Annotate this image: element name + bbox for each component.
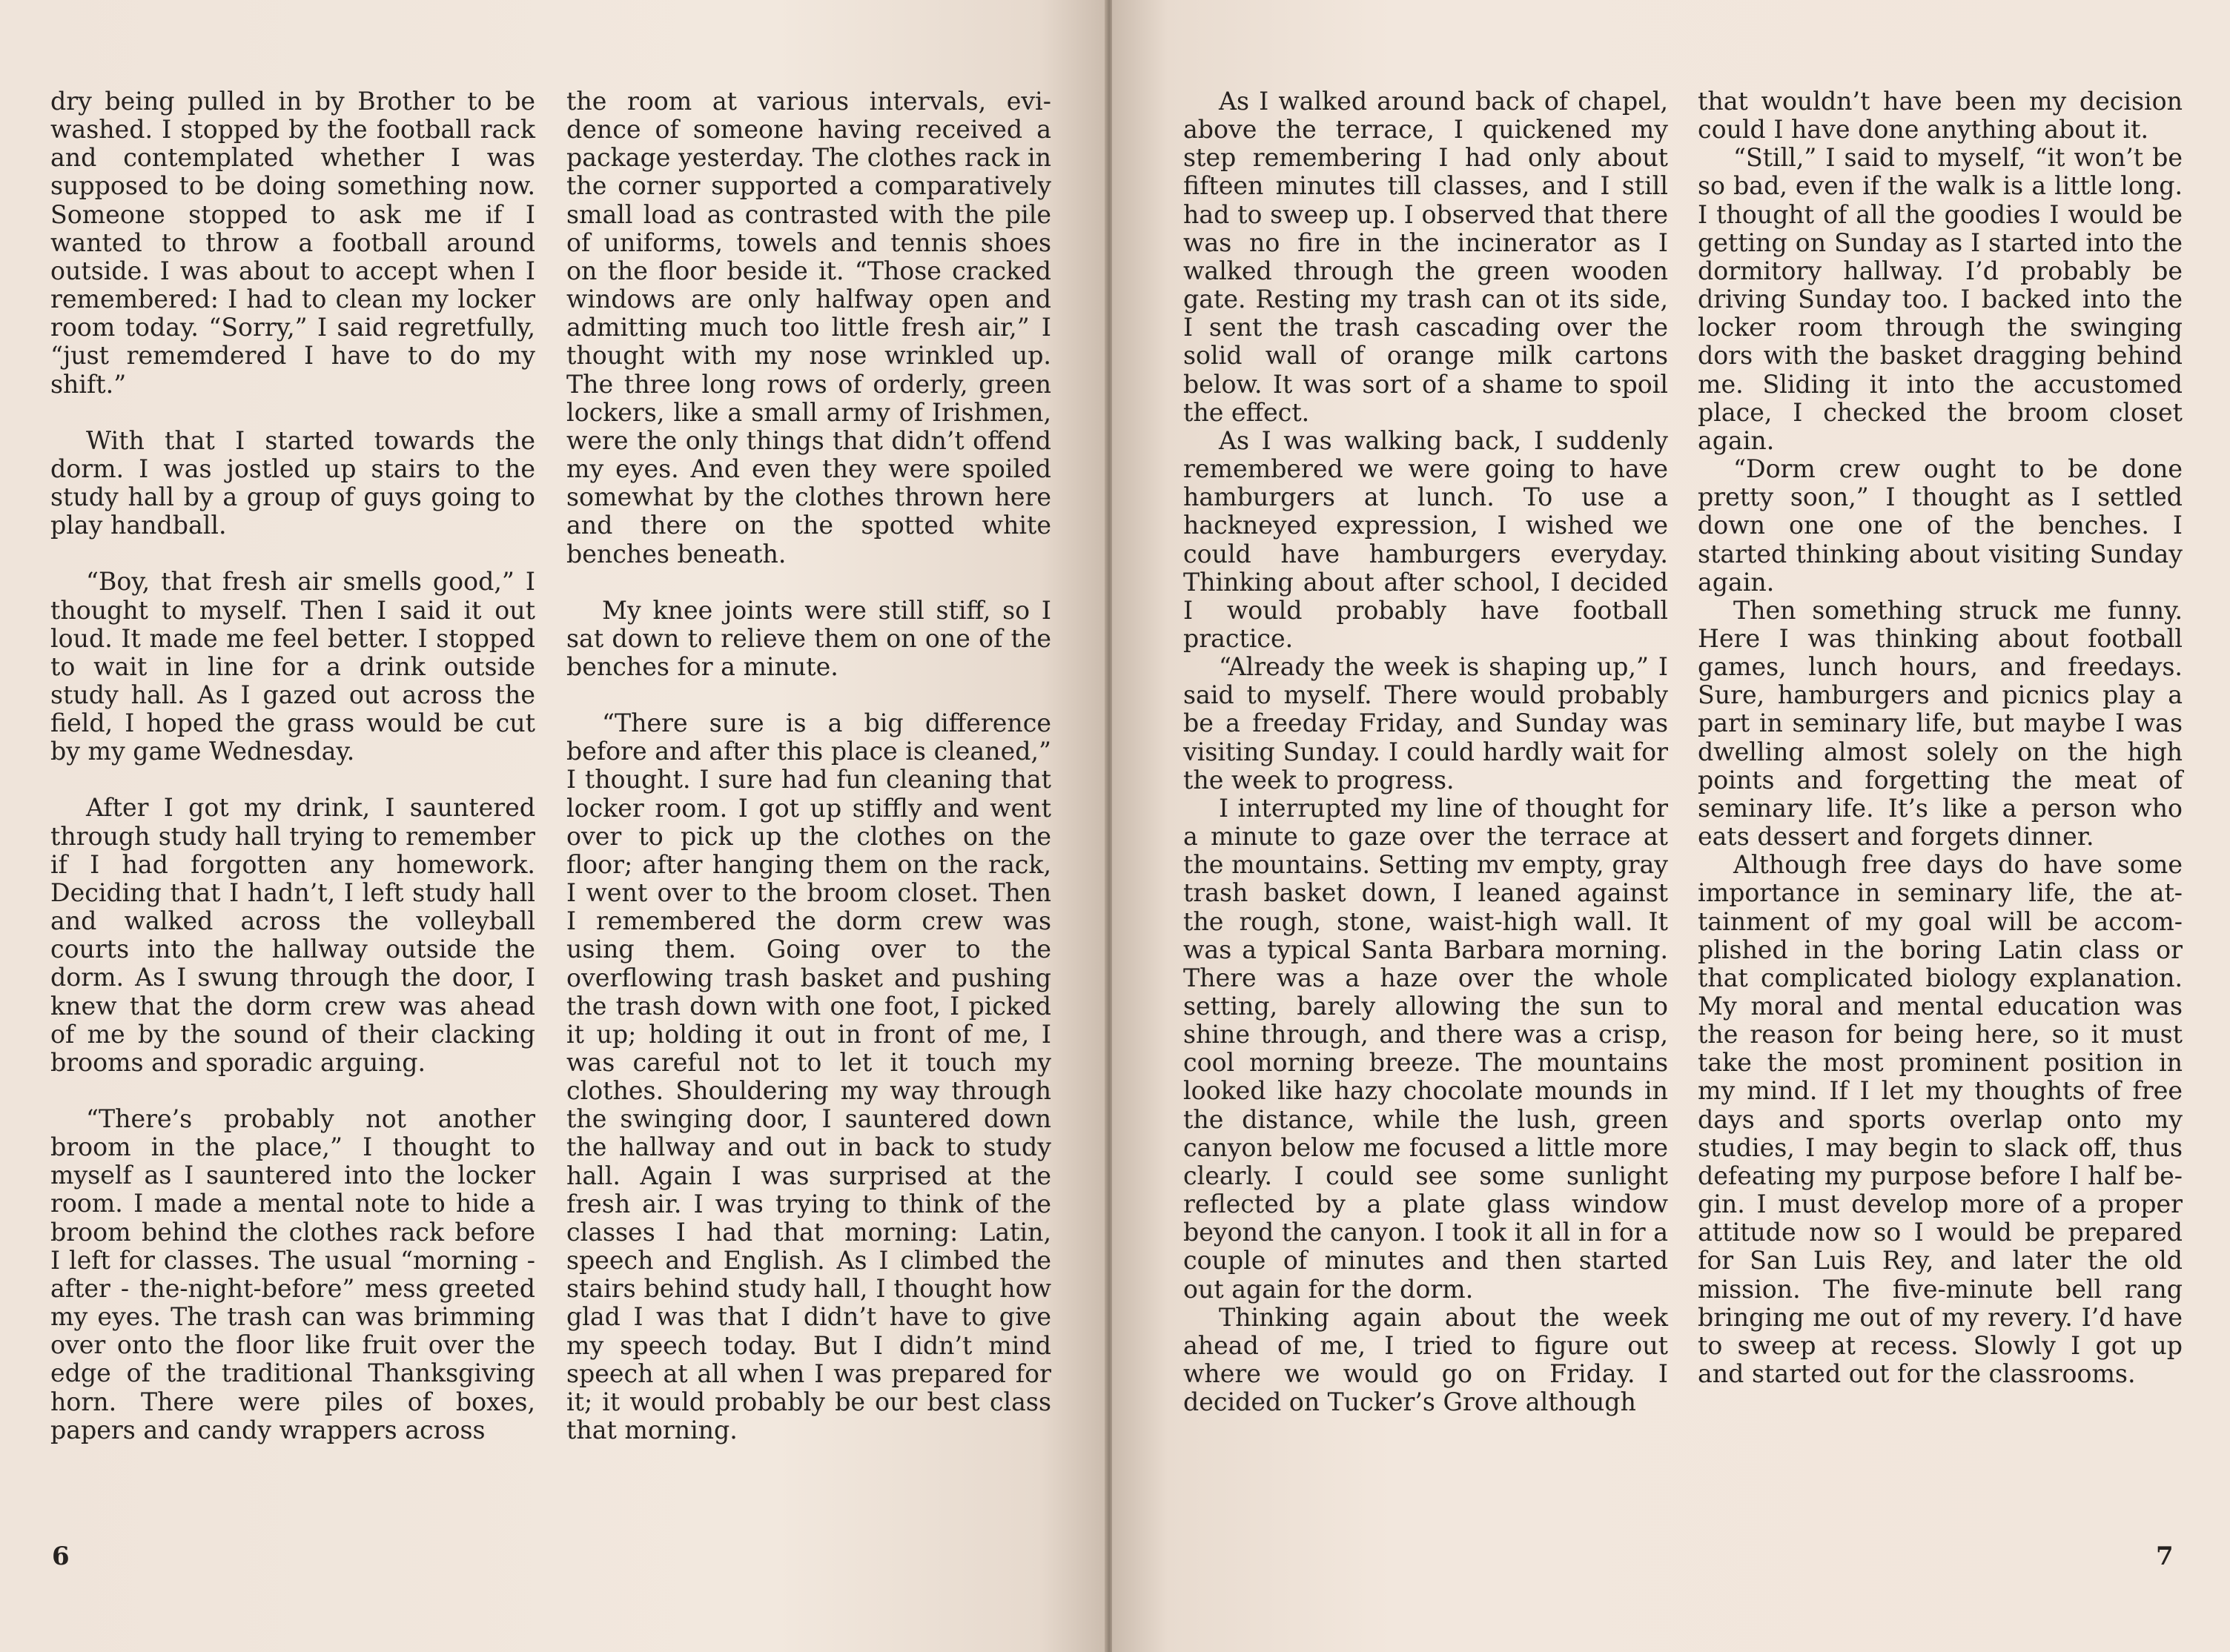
- right-page: [1112, 0, 2230, 1652]
- paragraph: dry being pulled in by Brother to be washed. I stopped by the football rack and contemplated whether I was supposed to be doing something now. Someone stopped to ask me if I wanted to throw a football around outside. I was about to accept when I remembered: I had to clean my locker room today. “Sorry,” I said regretfully, “just rememdered I have to do my shift.”: [50, 87, 535, 399]
- paragraph: “Boy, that fresh air smells good,” I thought to myself. Then I said it out loud. It made me feel better. I stopped to wait in line for a drink outside study hall. As I gazed out across the field, I hoped the grass would be cut by my game Wednesday.: [50, 567, 535, 766]
- paragraph: “Still,” I said to myself, “it won’t be so bad, even if the walk is a little long. I thought of all the goodies I would be getting on Sunday as I started into the dormitory hallway. I’d probably be driving Sunday too. I backed into the locker room through the swinging dors with the basket dragging behind me. Sliding it into the accustomed place, I checked the broom closet again.: [1698, 143, 2183, 455]
- paragraph: “There sure is a big difference before and after this place is cleaned,” I thought. I sure had fun cleaning that locker room. I got up stiffly and went over to pick up the clothes on the floor; after hanging them on the rack, I went over to the broom closet. Then I remembered the dorm crew was using them. Going over to the overflowing trash basket and pushing the trash down with one foot, I picked it up; holding it out in front of me, I was careful not to let it touch my clothes. Shouldering my way through the swinging door, I sauntered down the hallway and out in back to study hall. Again I was surprised at the fresh air. I was trying to think of the classes I had that morning: Latin, speech and English. As I climbed the stairs behind study hall, I thought how glad I was that I didn’t have to give my speech today. But I didn’t mind speech at all when I was prepared for it; it would probably be our best class that morning.: [566, 709, 1051, 1445]
- paragraph: Although free days do have some importance in seminary life, the attainment of my goal will be accomplished in the boring Latin class or that complicated biology explanation. My moral and mental education was the reason for being here, so it must take the most prominent position in my mind. If I let my thoughts of free days and sports overlap onto my studies, I may begin to slack off, thus defeating my purpose before I half begin. I must develop more of a proper attitude now so I would be prepared for San Luis Rey, and later the old mission. The five-minute bell rang bringing me out of my revery. I’d have to sweep at recess. Slowly I got up and started out for the classrooms.: [1698, 850, 2183, 1389]
- paragraph: As I was walking back, I suddenly remembered we were going to have hamburgers at lunch. To use a hackneyed expression, I wished we could have hamburgers everyday. Thinking about after school, I decided I would probably have football practice.: [1183, 425, 1668, 653]
- paragraph: the room at various intervals, evidence of someone having received a package yesterday. The clothes rack in the corner supported a comparatively small load as contrasted with the pile of uniforms, towels and tennis shoes on the floor beside it. “Those cracked windows are only halfway open and admitting much too little fresh air,” I thought with my nose wrinkled up. The three long rows of orderly, green lockers, like a small army of Irishmen, were the only things that didn’t offend my eyes. And even they were spoiled somewhat by the clothes thrown here and there on the spotted white benches beneath.: [566, 87, 1051, 568]
- page-number: 6: [52, 1542, 70, 1571]
- right-page-column-2: [1698, 87, 2183, 1388]
- paragraph: that wouldn’t have been my decision could I have done anything about it.: [1698, 87, 2183, 145]
- left-page-column-2: [566, 87, 1051, 1444]
- left-page-column-1: [50, 87, 535, 1444]
- paragraph: As I walked around back of chapel, above the terrace, I quickened my step remembering I had only about fifteen minutes till classes, and I still had to sweep up. I observed that there was no fire in the incinerator as I walked through the green wooden gate. Resting my trash can ot its side, I sent the trash cascading over the solid wall of orange milk cartons below. It was sort of a shame to spoil the effect.: [1183, 87, 1668, 427]
- paragraph: “There’s probably not another broom in the place,” I thought to myself as I sauntered into the locker room. I made a mental note to hide a broom behind the clothes rack before I left for classes. The usual “morning - after - the-night-before” mess greeted my eyes. The trash can was brimming over onto the floor like fruit over the edge of the traditional Thanksgiving horn. There were piles of boxes, papers and candy wrappers across: [50, 1104, 535, 1444]
- paragraph: My knee joints were still stiff, so I sat down to relieve them on one of the benches for a minute.: [566, 595, 1051, 681]
- right-page-column-1: [1183, 87, 1668, 1416]
- paragraph: Thinking again about the week ahead of me, I tried to figure out where we would go on Friday. I decided on Tucker’s Grove although: [1183, 1302, 1668, 1417]
- paragraph: After I got my drink, I sauntered through study hall trying to remember if I had forgotten any homework. Deciding that I hadn’t, I left study hall and walked across the volleyball courts into the hallway outside the dorm. As I swung through the door, I knew that the dorm crew was ahead of me by the sound of their clacking brooms and sporadic arguing.: [50, 793, 535, 1077]
- paragraph: With that I started towards the dorm. I was jostled up stairs to the study hall by a group of guys going to play handball.: [50, 425, 535, 540]
- paragraph: “Dorm crew ought to be done pretty soon,” I thought as I settled down one one of the benches. I started thinking about visiting Sunday again.: [1698, 454, 2183, 597]
- paragraph: Then something struck me funny. Here I was thinking about football games, lunch hours, and freedays. Sure, hamburgers and picnics play a part in seminary life, but maybe I was dwelling almost solely on the high points and forgetting the meat of seminary life. It’s like a person who eats dessert and forgets dinner.: [1698, 595, 2183, 852]
- paragraph: I interrupted my line of thought for a minute to gaze over the terrace at the mountains. Setting mv empty, gray trash basket down, I leaned against the rough, stone, waist-high wall. It was a typical Santa Barbara morning. There was a haze over the whole setting, barely allowing the sun to shine through, and there was a crisp, cool morning breeze. The mountains looked like hazy chocolate mounds in the distance, while the lush, green canyon below me focused a little more clearly. I could see some sunlight reflected by a plate glass window beyond the canyon. I took it all in for a couple of minutes and then started out again for the dorm.: [1183, 793, 1668, 1304]
- paragraph: “Already the week is shaping up,” I said to myself. There would probably be a freeday Friday, and Sunday was visiting Sunday. I could hardly wait for the week to progress.: [1183, 652, 1668, 795]
- page-number: 7: [2156, 1542, 2174, 1571]
- left-page: [0, 0, 1106, 1652]
